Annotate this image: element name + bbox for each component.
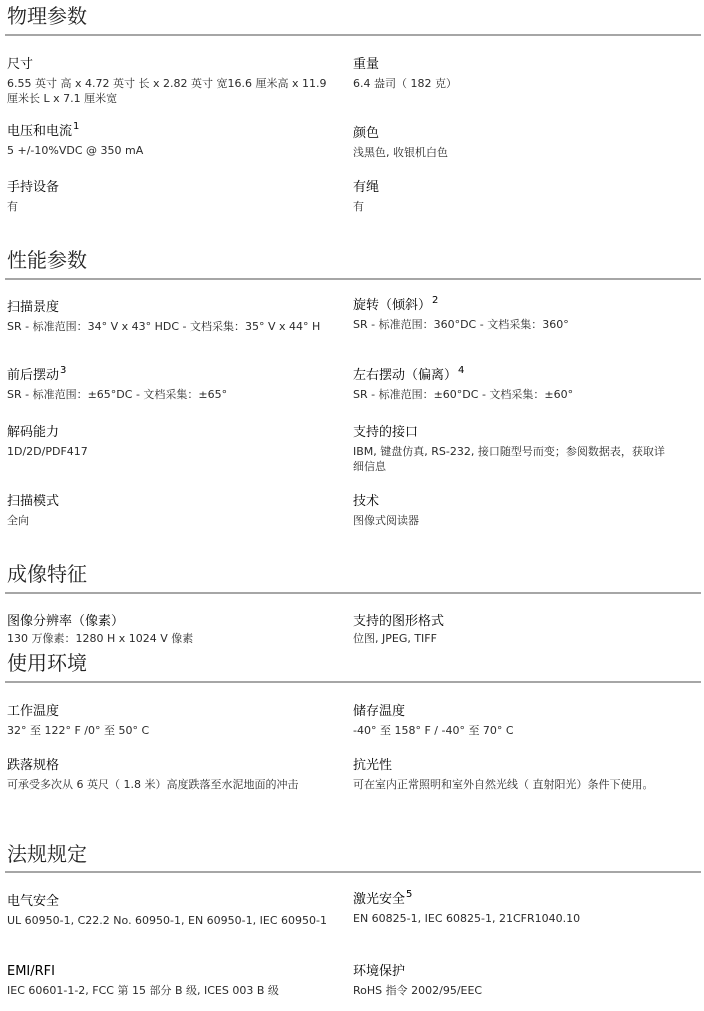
spec-value: 有 <box>353 200 364 213</box>
spec-value: SR - 标准范围：360°DC - 文档采集：360° <box>353 318 569 331</box>
spec-value: 位图, JPEG, TIFF <box>353 632 437 645</box>
spec-label: 工作温度 <box>7 704 60 719</box>
spec-value: 可承受多次从 6 英尺（ 1.8 米）高度跌落至水泥地面的冲击 <box>7 778 299 791</box>
spec-label: EMI/RFI <box>7 964 55 979</box>
spec-value: EN 60825-1, IEC 60825-1, 21CFR1040.10 <box>353 912 581 925</box>
spec-interfaces <box>353 425 673 474</box>
section-title-performance: 性能参数 <box>7 248 87 272</box>
spec-label: 环境保护 <box>353 964 406 979</box>
spec-technology <box>353 494 673 528</box>
spec-yaw <box>353 365 673 402</box>
spec-voltage-current <box>7 121 327 158</box>
section-divider <box>5 278 701 280</box>
spec-label: 颜色 <box>353 126 380 141</box>
spec-corded <box>353 180 673 214</box>
spec-value: 全向 <box>7 514 29 527</box>
spec-scan-angle <box>7 300 327 334</box>
spec-value: 6.55 英寸 高 x 4.72 英寸 长 x 2.82 英寸 宽16.6 厘米高 x 11.9 厘米长 L x 7.1 厘米宽 <box>7 77 327 105</box>
spec-label: 前后摆动$^3$ <box>7 365 67 383</box>
spec-value: IEC 60601-1-2, FCC 第 15 部分 B 级, ICES 003 B 级 <box>7 984 279 997</box>
spec-label: 旋转（倾斜）$^2$ <box>353 295 439 313</box>
footnote-ref: 2 <box>432 295 439 306</box>
spec-label: 抗光性 <box>353 758 393 773</box>
spec-value: 有 <box>7 200 18 213</box>
spec-label: 手持设备 <box>7 180 60 195</box>
section-divider <box>5 592 701 594</box>
spec-electrical-safety <box>7 894 327 928</box>
spec-label: 激光安全$^5$ <box>353 889 413 907</box>
spec-value: RoHS 指令 2002/95/EEC <box>353 984 483 997</box>
spec-emi-rfi <box>7 964 327 998</box>
spec-value: 130 万像素：1280 H x 1024 V 像素 <box>7 632 194 645</box>
spec-weight <box>353 57 673 91</box>
spec-label: 尺寸 <box>7 57 34 72</box>
spec-value: 图像式阅读器 <box>353 514 419 527</box>
spec-value: IBM, 键盘仿真, RS-232, 接口随型号而变；参阅数据表，获取详细信息 <box>353 445 665 473</box>
spec-value: 浅黑色, 收银机白色 <box>353 146 448 159</box>
spec-label: 重量 <box>353 57 380 72</box>
spec-graphic-formats <box>353 614 673 646</box>
spec-label: 技术 <box>353 494 380 509</box>
spec-value: -40° 至 158° F / -40° 至 70° C <box>353 724 514 737</box>
spec-color <box>353 126 673 160</box>
footnote-ref: 5 <box>406 889 413 900</box>
section-divider <box>5 681 701 683</box>
footnote-ref: 3 <box>60 365 67 376</box>
section-divider <box>5 871 701 873</box>
spec-value: SR - 标准范围：34° V x 43° HDC - 文档采集：35° V x 44° H <box>7 320 321 333</box>
spec-label: 扫描模式 <box>7 494 60 509</box>
spec-handheld <box>7 180 327 214</box>
spec-value: 可在室内正常照明和室外自然光线（ 直射阳光）条件下使用。 <box>353 778 654 791</box>
spec-label: 有绳 <box>353 180 380 195</box>
spec-environmental <box>353 964 673 998</box>
spec-label: 储存温度 <box>353 704 406 719</box>
spec-value: UL 60950-1, C22.2 No. 60950-1, EN 60950-1, IEC 60950-1 <box>7 914 327 927</box>
section-title-physical: 物理参数 <box>7 4 87 28</box>
footnote-ref: 4 <box>458 365 465 376</box>
section-title-imaging: 成像特征 <box>7 562 87 586</box>
spec-value: SR - 标准范围：±60°DC - 文档采集：±60° <box>353 388 574 401</box>
spec-value: 5 +/-10%VDC @ 350 mA <box>7 144 144 157</box>
section-divider <box>5 34 701 36</box>
spec-value: 6.4 盎司（ 182 克） <box>353 77 457 90</box>
spec-rotation <box>353 295 673 332</box>
spec-label: 解码能力 <box>7 425 60 440</box>
spec-value: 32° 至 122° F /0° 至 50° C <box>7 724 150 737</box>
spec-label: 跌落规格 <box>7 758 60 773</box>
spec-label: 电气安全 <box>7 894 60 909</box>
spec-label: 支持的图形格式 <box>353 614 445 629</box>
spec-label: 电压和电流$^1$ <box>7 121 80 139</box>
section-title-environment: 使用环境 <box>7 651 87 675</box>
spec-label: 扫描景度 <box>7 300 60 315</box>
spec-pitch <box>7 365 327 402</box>
spec-image-resolution <box>7 614 327 646</box>
spec-label: 左右摆动（偏离）$^4$ <box>353 365 465 383</box>
spec-value: SR - 标准范围：±65°DC - 文档采集：±65° <box>7 388 228 401</box>
spec-label: 图像分辨率（像素） <box>7 614 125 629</box>
spec-laser-safety <box>353 889 673 926</box>
spec-dimensions <box>7 57 327 106</box>
spec-operating-temperature <box>7 704 327 738</box>
footnote-ref: 1 <box>73 121 80 132</box>
section-title-regulatory: 法规规定 <box>7 842 87 866</box>
spec-ambient-light <box>353 758 673 792</box>
spec-label: 支持的接口 <box>353 425 419 440</box>
spec-drop <box>7 758 327 792</box>
spec-scan-pattern <box>7 494 327 528</box>
spec-value: 1D/2D/PDF417 <box>7 445 88 458</box>
spec-storage-temperature <box>353 704 673 738</box>
spec-decode-capability <box>7 425 327 459</box>
